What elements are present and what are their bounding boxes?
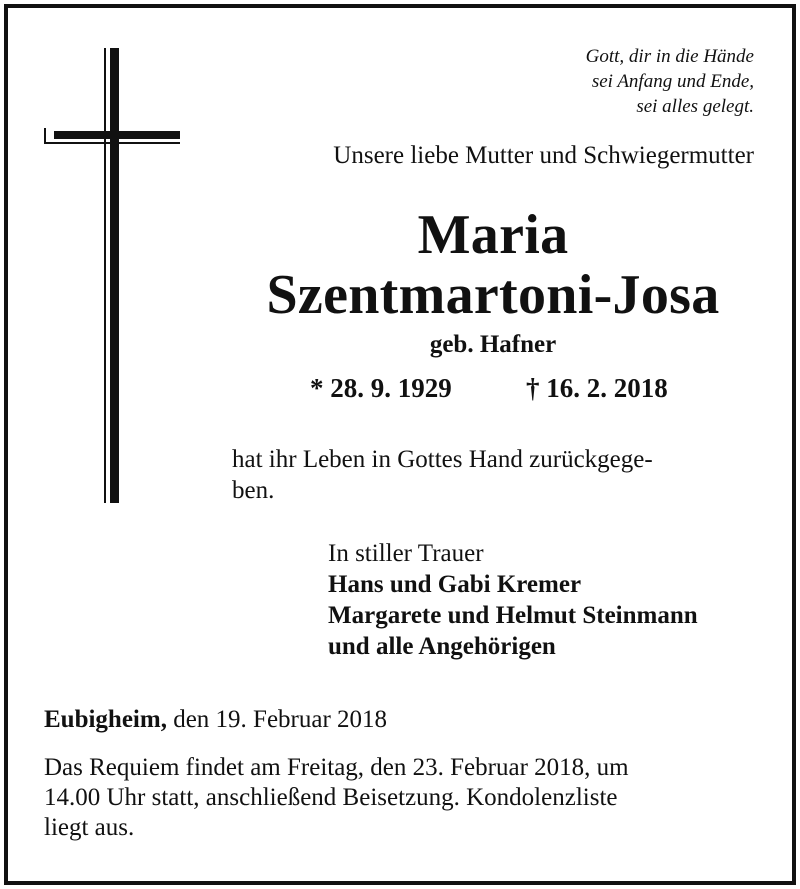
mourning-heading: In stiller Trauer [328, 540, 484, 567]
quote-line: sei alles gelegt. [636, 96, 754, 117]
cross-icon [44, 48, 184, 503]
mourner-name: Margarete und Helmut Steinmann [328, 602, 698, 629]
bible-quote [500, 44, 754, 119]
deceased-first-name: Maria [417, 204, 569, 266]
mourners-block [328, 538, 768, 662]
statement [232, 444, 762, 506]
place-date-line [44, 704, 764, 735]
quote-line: Gott, dir in die Hände [585, 46, 754, 67]
requiem-notice [44, 753, 756, 843]
requiem-line: 14.00 Uhr statt, anschließend Beisetzung. Kondolenzliste [44, 784, 618, 811]
statement-line: hat ihr Leben in Gottes Hand zurückgege- [232, 446, 653, 473]
birth-name: geb. Hafner [429, 331, 557, 358]
notice-date: den 19. Februar 2018 [173, 706, 388, 733]
life-dates [310, 372, 690, 404]
mourner-name: Hans und Gabi Kremer [328, 571, 582, 598]
requiem-line: Das Requiem findet am Freitag, den 23. Februar 2018, um [44, 754, 629, 781]
requiem-line: liegt aus. [44, 814, 135, 841]
statement-line: ben. [232, 477, 275, 504]
deceased-last-name: Szentmartoni-Josa [266, 264, 720, 326]
mourner-name: und alle Angehörigen [328, 633, 556, 660]
quote-line: sei Anfang und Ende, [591, 71, 754, 92]
birth-date: * 28. 9. 1929 [310, 373, 452, 403]
intro-line: Unsere liebe Mutter und Schwiegermutter [333, 142, 754, 169]
death-date: † 16. 2. 2018 [526, 373, 668, 403]
place-name: Eubigheim, [44, 706, 167, 733]
